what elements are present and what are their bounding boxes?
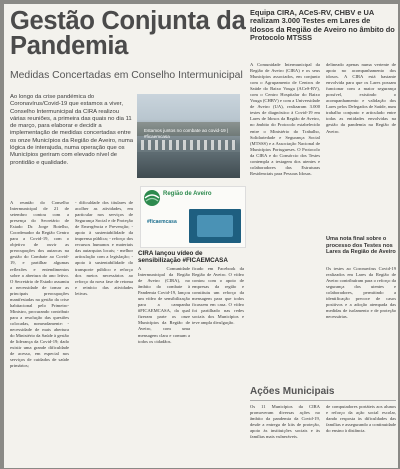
campaign-poster <box>140 186 246 248</box>
body-column-1: A reunião do Conselho Intermunicipal de 21 de setembro contou com a presença do Secretário de Estado Dr. Jorge Botelho, Coordenador da Região Centro para a Covid-19, com o objetivo de ouvir as preocupações dos autarcas na gestão do Combate ao Covid-19, e partilhar algumas reflexões e entendimentos sobre a abertura do ano letivo. O Secretário de Estado assumiu a necessidade de tomar as principais preocupações manifestadas na gestão da crise habitacional pelo Primeiro-Ministro, procurando contribuir para a resolução das questões colocadas, nomeadamente: - necessidade de mais abertura do Ministério da Saúde à gestão de liderança da Covid-19; dado existir uma grande dificuldade de acesso, em especial nos serviços de cuidados de saúde primários; <box>10 200 69 369</box>
video-headline: CIRA lançou vídeo de sensibilização #FICAEMCASA <box>138 250 228 264</box>
right-column-1: A Comunidade Intermunicipal da Região de Aveiro (CIRA) e os seus Municípios associados, em conjunto com o Agrupamento de Centros de Saúde do Baixo Vouga (ACeS-BV), com o Centro Hospitalar do Baixo Vouga (CHBV) e com a Universidade de Aveiro (UA), realizaram 3.000 testes de diagnóstico à Covid-19 em Lares de Idosos da Região de Aveiro, no âmbito do Protocolo estabelecido entre o Ministério do Trabalho, Solidariedade e Segurança Social (MTSSS) e a Associação Nacional de Municípios Portugueses. O Protocolo da CIRA e do Consórcio dos Testes contempla a testagem dos utentes e colaboradores das Estruturas Residenciais para Pessoas Idosas. <box>250 62 320 176</box>
poster-graphic <box>189 209 241 243</box>
article-title: Gestão Conjunta da Pandemia <box>10 7 246 60</box>
section-title: Ações Municipais <box>250 386 335 397</box>
photo-boats <box>141 140 236 150</box>
right-column-3: Os testes ao Coronavírus Covid-19 realizados em Lares da Região de Aveiro contribuíram para o reforço da segurança dos utentes e colaboradores, permitindo a identificação precoce de casos positivos e a adoção atempada das medidas de isolamento e de proteção necessárias. <box>326 266 396 320</box>
section-divider <box>250 400 396 401</box>
region-logo-text: Região de Aveiro <box>163 191 212 197</box>
right-subheading: Uma nota final sobre o processo dos Testes nos Lares da Região de Aveiro <box>326 236 396 255</box>
bottom-column-2: de computadores portáteis aos alunos e reforço da ação social escolar, dando resposta às dificuldades das famílias e assegurando a continuidade do ensino à distância. <box>326 404 396 434</box>
poster-hashtag: #ficaemcasa <box>147 219 177 225</box>
body-column-4: ficado em Facebook da Região de Aveiro. O vídeo contou com o apoio de empresas da região e constituiu um reforço da mensagem para que todos ficassem em casa. O vídeo foi partilhado nas redes sociais dos Municípios e teve ampla divulgação. <box>192 266 244 326</box>
body-column-2: - dificuldade dos titulares de acolher as atividades, em particular nos serviços de Segurança Social e de Proteção de Emergência e Prevenção; - apoio à sustentabilidade da imprensa pública; - reforço dos recursos humanos e materiais das autarquias locais; - melhor articulação com a legislação; - apoio à sustentabilidade do transporte público e reforço dos meios necessários ao reforço da nova fase de retoma e reinício das atividades letivas. <box>75 200 133 296</box>
photo-caption: Estamos juntos no combate ao covid-19 | #ficaemcasa <box>144 128 229 139</box>
right-headline: Equipa CIRA, ACeS-RV, CHBV e UA realizam 3.000 Testes em Lares de Idosos da Região de Aveiro no âmbito do Protocolo MTSSS <box>250 8 395 43</box>
photo-water <box>137 152 240 178</box>
region-logo-icon <box>143 189 163 207</box>
article-subtitle: Medidas Concertadas em Conselho Intermunicipal <box>10 70 243 81</box>
bottom-column-1: Os 11 Municípios da CIRA promoveram diversas ações no âmbito da pandemia da Covid-19, desde a entrega de kits de proteção, apoio às instituições sociais e às famílias mais vulneráveis. <box>250 404 320 440</box>
newspaper-page <box>4 4 398 468</box>
right-column-2: delineado apenas numa vertente de apoio no acompanhamento dos idosos. A CIRA está bastante envolvida para que os Lares possam funcionar com a maior segurança possível, existindo o acompanhamento e validação dos Lares pelos Delegados de Saúde, num trabalho conjunto e articulado entre todas as entidades envolvidas na gestão da pandemia na Região de Aveiro. <box>326 62 396 134</box>
article-lead: Ao longo da crise pandémica do Coronavírus/Covid-19 que estamos a viver, Conselho Intermunicipal da CIRA realizou várias reuniões, a primeira das quais no dia 11 de março, para elaborar e decidir a implementação de medidas concertadas entre os onze Municípios da Região de Aveiro, numa lógica de interajuda, numa operação que os Municípios geriram com elevado nível de prontidão e qualidade. <box>10 94 134 166</box>
body-column-3: A Comunidade Intermunicipal da Região de Aveiro (CIRA), no âmbito do combate à Pandemia Covid-19, lançou um vídeo de sensibilização para a campanha #FICAEMCASA, da qual fizeram parte os onze Municípios da Região de Aveiro, com uma mensagem clara e comum a todos os cidadãos. <box>138 266 190 344</box>
